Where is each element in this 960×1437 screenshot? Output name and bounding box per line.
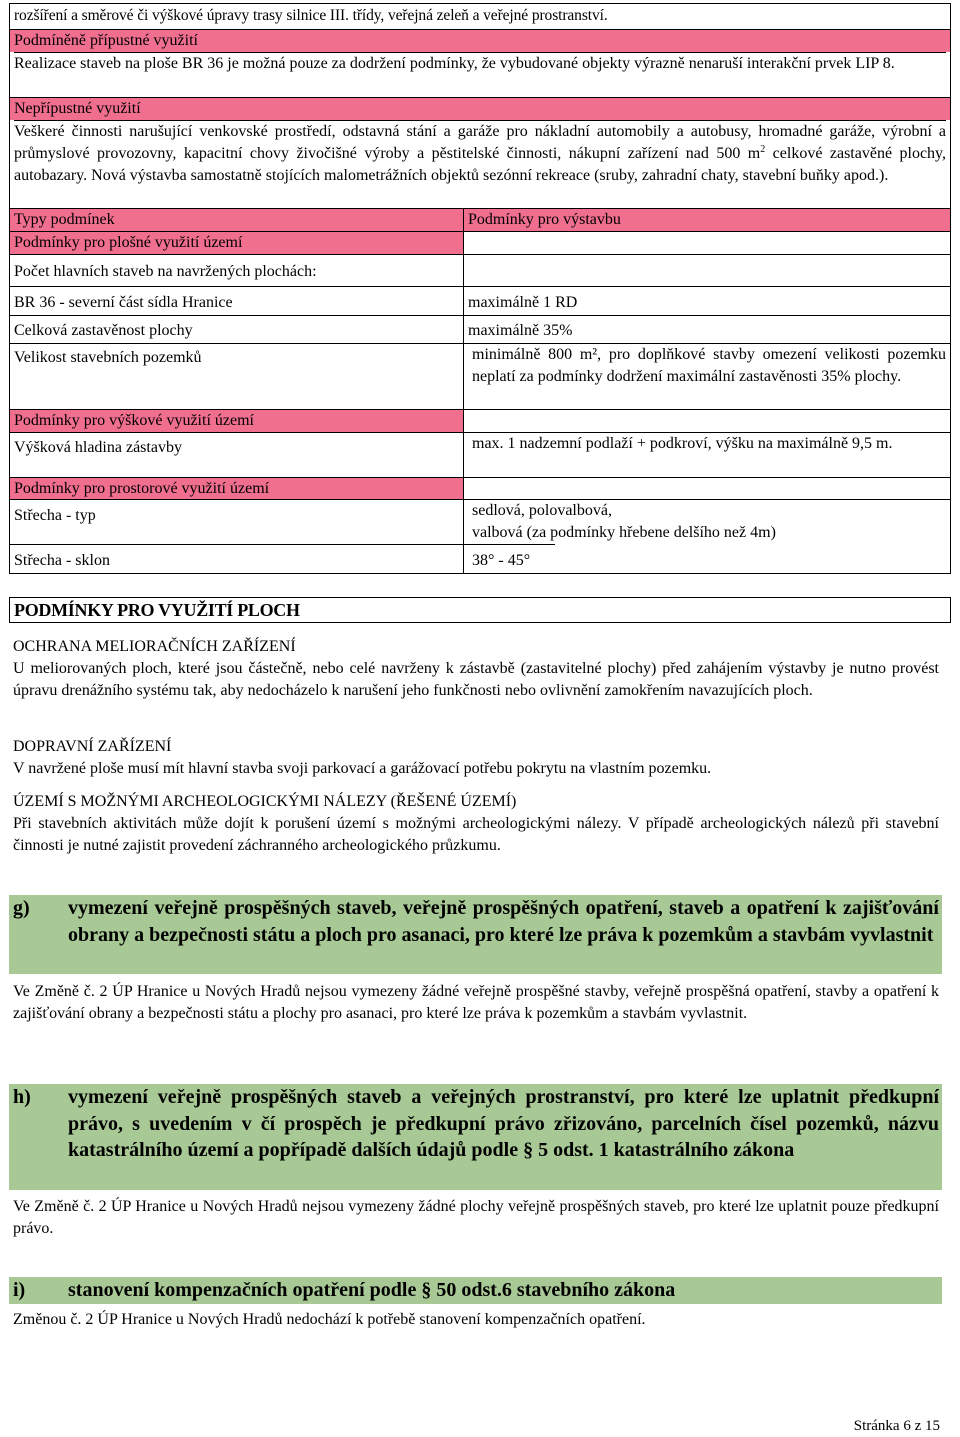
melio-title: OCHRANA MELIORAČNÍCH ZAŘÍZENÍ: [13, 638, 296, 655]
section-i-title: stanovení kompenzačních opatření podle § 50 odst.6 stavebního zákona: [68, 1279, 676, 1301]
table-count-label: Počet hlavních staveb na navržených plochách:: [10, 254, 463, 286]
table-coverage-value: maximálně 35%: [463, 315, 950, 343]
table-roof-type-label: Střecha - typ: [10, 499, 463, 544]
traffic-text: V navržené ploše musí mít hlavní stavba svoji parkovací a garážovací potřebu pokrytu na vlastním pozemku.: [13, 760, 712, 777]
table-roof-type-value-1: sedlová, polovalbová,: [472, 502, 612, 519]
table-header-left: Typy podmínek: [10, 208, 463, 231]
usage-line-0: rozšíření a směrové či výškové úpravy trasy silnice III. třídy, veřejná zeleň a veřejné prostranství.: [14, 7, 608, 24]
section-h-heading: [9, 1084, 942, 1190]
forbidden-label: [10, 97, 950, 120]
table-roof-type-value: [463, 499, 950, 544]
usage-box: [9, 3, 951, 213]
table-cell-empty-3: [463, 409, 950, 432]
table-cell-empty-1: [463, 231, 950, 254]
forbidden-sup: 2: [760, 144, 766, 155]
conditional-text: Realizace staveb na ploše BR 36 je možná pouze za dodržení podmínky, že vybudované objekty výrazně nenaruší interakční prvek LIP 8.: [14, 52, 946, 75]
forbidden-label-text: Nepřípustné využití: [14, 100, 141, 117]
table-height-label: Výšková hladina zástavby: [10, 432, 463, 477]
section-i-letter: i): [13, 1279, 26, 1301]
table-plot-label: Velikost stavebních pozemků: [10, 343, 463, 409]
page-number: Stránka 6 z 15: [853, 1418, 940, 1434]
table-cell-empty-4: [463, 477, 950, 499]
section-h-title: vymezení veřejně prospěšných staveb a veřejných prostranství, pro které lze uplatnit předkupní právo, s uvedením v čí prospěch je předkupní právo zřizováno, parcelních čísel pozemků, názvu katastrálního území a popřípadě dalších údajů podle § 5 odst. 1 katastrálního zákona: [68, 1086, 939, 1161]
table-section-area: Podmínky pro plošné využití území: [10, 231, 463, 254]
table-roof-slope-value: 38° - 45°: [463, 544, 555, 573]
section-g-title: vymezení veřejně prospěšných staveb, veřejně prospěšných opatření, staveb a opatření k zajišťování obrany a bezpečnosti státu a ploch pro asanaci, pro které lze práva k pozemkům a stavbám vyvlastnit: [68, 897, 939, 946]
traffic-title: DOPRAVNÍ ZAŘÍZENÍ: [13, 738, 172, 755]
section-g-letter: g): [13, 897, 30, 919]
section-h-text: Ve Změně č. 2 ÚP Hranice u Nových Hradů nejsou vymezeny žádné plochy veřejně prospěšných staveb, pro které lze uplatnit pouze předkupní právo.: [13, 1198, 939, 1237]
table-height-value: max. 1 nadzemní podlaží + podkroví, výšku na maximálně 9,5 m.: [463, 432, 950, 477]
table-roof-slope-label: Střecha - sklon: [10, 544, 463, 573]
section-g-text: Ve Změně č. 2 ÚP Hranice u Nových Hradů nejsou vymezeny žádné veřejně prospěšné stavby, veřejně prospěšná opatření, stavby a opatření k zajišťování obrany a bezpečnosti státu a plochy pro asanaci, pro které lze práva k pozemkům a stavbám vyvlastnit.: [13, 983, 939, 1022]
section-h-letter: h): [13, 1086, 31, 1108]
forbidden-text-b: celkové zastavěné plochy, autobazary. Nová výstavba samostatně stojících malometrážních objektů sezónní rekreace (sruby, zahradní chaty, stavební buňky apod.).: [14, 145, 947, 184]
section-i-text: Změnou č. 2 ÚP Hranice u Nových Hradů nedochází k potřebě stanovení kompenzačních opatření.: [13, 1311, 646, 1328]
conditions-table: [9, 208, 951, 574]
table-br36-label: BR 36 - severní část sídla Hranice: [10, 286, 463, 315]
archeo-title: ÚZEMÍ S MOŽNÝMI ARCHEOLOGICKÝMI NÁLEZY (ŘEŠENÉ ÚZEMÍ): [13, 793, 517, 810]
table-br36-value: maximálně 1 RD: [463, 286, 950, 315]
table-header-right: Podmínky pro výstavbu: [463, 208, 950, 231]
forbidden-text: [14, 120, 946, 187]
table-coverage-label: Celková zastavěnost plochy: [10, 315, 463, 343]
table-plot-value: minimálně 800 m², pro doplňkové stavby omezení velikosti pozemku neplatí za podmínky dodržení maximální zastavěnosti 35% plochy.: [463, 343, 950, 409]
conditional-label: Podmíněně přípustné využití: [10, 29, 950, 52]
table-section-space: Podmínky pro prostorové využití území: [10, 477, 463, 499]
forbidden-text-a: Veškeré činnosti narušující venkovské prostředí, odstavná stání a garáže pro nákladní automobily a autobusy, hromadné garáže, výrobní a průmyslové provozovny, kapacitní chovy živočišné výroby a pěstitelské činnosti, nákupní zařízení nad 500 m: [14, 123, 946, 162]
melio-text: U meliorovaných ploch, které jsou částečně, nebo celé navrženy k zástavbě (zastavitelné plochy) před zahájením výstavby je nutno provést úpravu drenážního systému tak, aby nedocházelo k narušení jeho funkčnosti nebo ovlivnění zamokřením navazujících ploch.: [13, 660, 939, 699]
archeo-text: Při stavebních aktivitách může dojít k porušení území s možnými archeologickými nálezy. V případě archeologických nálezů při stavební činnosti je nutné zajistit provedení záchranného archeologického průzkumu.: [13, 815, 939, 854]
table-roof-type-value-2: valbová (za podmínky hřebene delšího než 4m): [472, 524, 776, 541]
section-g-heading: [9, 895, 942, 974]
table-section-height: Podmínky pro výškové využití území: [10, 409, 463, 432]
section-i-heading: [9, 1277, 942, 1304]
table-cell-empty-2: [463, 254, 950, 286]
usage-conditions-heading: PODMÍNKY PRO VYUŽITÍ PLOCH: [9, 597, 951, 623]
